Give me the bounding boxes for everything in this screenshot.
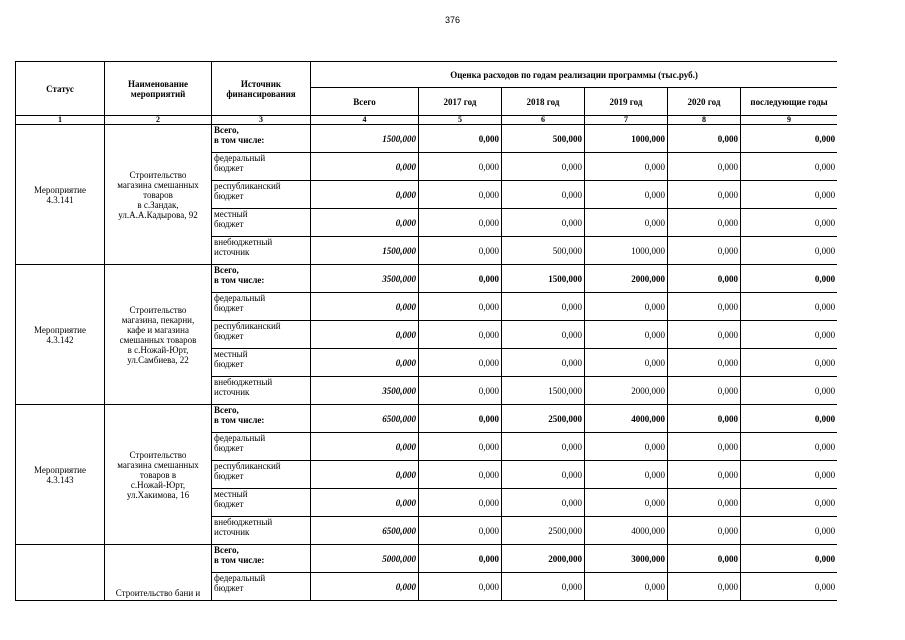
amount-cell: 0,000	[741, 125, 838, 153]
amount-cell: 0,000	[419, 209, 502, 237]
header-source: Источник финансирования	[212, 62, 311, 116]
funding-source: федеральный бюджет	[212, 293, 311, 321]
funding-source: республиканский бюджет	[212, 181, 311, 209]
table-body	[16, 125, 838, 601]
amount-cell: 0,000	[502, 489, 585, 517]
amount-cell: 0,000	[502, 349, 585, 377]
amount-cell: 0,000	[668, 377, 741, 405]
funding-source: республиканский бюджет	[212, 461, 311, 489]
funding-source: внебюджетный источник	[212, 237, 311, 265]
amount-cell: 4000,000	[585, 517, 668, 545]
amount-cell: 0,000	[585, 321, 668, 349]
amount-cell: 0,000	[741, 405, 838, 433]
amount-cell: 0,000	[502, 461, 585, 489]
amount-cell: 0,000	[741, 293, 838, 321]
col-number: 6	[502, 116, 585, 125]
amount-cell: 0,000	[419, 573, 502, 601]
amount-cell: 0,000	[668, 573, 741, 601]
amount-cell: 0,000	[502, 293, 585, 321]
amount-cell: 0,000	[668, 237, 741, 265]
amount-cell: 1500,000	[502, 377, 585, 405]
amount-cell: 0,000	[419, 377, 502, 405]
col-number: 4	[311, 116, 419, 125]
amount-cell: 0,000	[668, 517, 741, 545]
amount-cell: 0,000	[419, 237, 502, 265]
col-number: 8	[668, 116, 741, 125]
amount-cell: 0,000	[502, 573, 585, 601]
funding-source: местный бюджет	[212, 209, 311, 237]
amount-cell: 0,000	[585, 293, 668, 321]
funding-source: местный бюджет	[212, 489, 311, 517]
amount-cell: 4000,000	[585, 405, 668, 433]
amount-total: 1500,000	[311, 237, 419, 265]
measure-name: Строительство магазина, пекарни, кафе и магазина смешанных товаров в с.Ножай-Юрт, ул.Самбиева, 22	[105, 265, 212, 405]
amount-cell: 0,000	[741, 489, 838, 517]
amount-total: 1500,000	[311, 125, 419, 153]
amount-total: 0,000	[311, 433, 419, 461]
amount-cell: 0,000	[741, 461, 838, 489]
amount-cell: 0,000	[668, 461, 741, 489]
amount-cell: 0,000	[741, 237, 838, 265]
amount-cell: 0,000	[419, 265, 502, 293]
col-number: 3	[212, 116, 311, 125]
col-number: 9	[741, 116, 838, 125]
amount-cell: 0,000	[502, 209, 585, 237]
amount-cell: 0,000	[741, 573, 838, 601]
amount-cell: 0,000	[419, 293, 502, 321]
amount-total: 0,000	[311, 209, 419, 237]
amount-total: 0,000	[311, 349, 419, 377]
table-row	[16, 545, 838, 573]
table-container	[15, 61, 837, 604]
col-number: 1	[16, 116, 105, 125]
header-year-later: последующие годы	[741, 88, 838, 116]
measure-status: Мероприятие 4.3.142	[16, 265, 105, 405]
amount-cell: 0,000	[419, 321, 502, 349]
col-number: 7	[585, 116, 668, 125]
amount-cell: 0,000	[419, 517, 502, 545]
amount-cell: 1000,000	[585, 237, 668, 265]
measure-status: Мероприятие 4.3.143	[16, 405, 105, 545]
funding-source: федеральный бюджет	[212, 573, 311, 601]
funding-source: Всего, в том числе:	[212, 125, 311, 153]
amount-cell: 0,000	[585, 489, 668, 517]
header-estimate: Оценка расходов по годам реализации программы (тыс.руб.)	[311, 62, 838, 88]
amount-cell: 0,000	[502, 433, 585, 461]
amount-cell: 0,000	[419, 545, 502, 573]
table-row	[16, 265, 838, 293]
amount-cell: 0,000	[419, 181, 502, 209]
amount-cell: 0,000	[585, 153, 668, 181]
funding-source: федеральный бюджет	[212, 433, 311, 461]
amount-total: 6500,000	[311, 517, 419, 545]
amount-cell: 0,000	[585, 461, 668, 489]
amount-cell: 0,000	[668, 209, 741, 237]
budget-table	[15, 61, 837, 601]
funding-source: внебюджетный источник	[212, 377, 311, 405]
funding-source: Всего, в том числе:	[212, 545, 311, 573]
amount-cell: 2000,000	[585, 265, 668, 293]
amount-cell: 0,000	[419, 405, 502, 433]
col-number: 5	[419, 116, 502, 125]
header-year-2019: 2019 год	[585, 88, 668, 116]
amount-cell: 0,000	[419, 433, 502, 461]
amount-total: 0,000	[311, 489, 419, 517]
amount-cell: 0,000	[741, 321, 838, 349]
amount-cell: 2500,000	[502, 405, 585, 433]
amount-cell: 0,000	[741, 265, 838, 293]
amount-cell: 0,000	[502, 321, 585, 349]
amount-cell: 0,000	[668, 181, 741, 209]
amount-cell: 0,000	[668, 153, 741, 181]
table-row	[16, 405, 838, 433]
amount-cell: 0,000	[668, 545, 741, 573]
amount-cell: 500,000	[502, 125, 585, 153]
col-number: 2	[105, 116, 212, 125]
amount-cell: 0,000	[502, 181, 585, 209]
amount-total: 0,000	[311, 573, 419, 601]
measure-name: Строительство магазина смешанных товаров в с.Зандак, ул.А.А.Кадырова, 92	[105, 125, 212, 265]
amount-total: 6500,000	[311, 405, 419, 433]
amount-cell: 0,000	[741, 349, 838, 377]
amount-cell: 0,000	[668, 265, 741, 293]
amount-cell: 1000,000	[585, 125, 668, 153]
amount-cell: 0,000	[585, 181, 668, 209]
amount-cell: 0,000	[668, 125, 741, 153]
amount-cell: 2000,000	[585, 377, 668, 405]
header-year-total: Всего	[311, 88, 419, 116]
amount-total: 0,000	[311, 181, 419, 209]
measure-status	[16, 545, 105, 601]
measure-status: Мероприятие 4.3.141	[16, 125, 105, 265]
amount-total: 5000,000	[311, 545, 419, 573]
amount-cell: 500,000	[502, 237, 585, 265]
header-status: Статус	[16, 62, 105, 116]
amount-cell: 0,000	[419, 153, 502, 181]
amount-cell: 0,000	[419, 461, 502, 489]
amount-cell: 0,000	[741, 545, 838, 573]
amount-cell: 0,000	[741, 153, 838, 181]
amount-cell: 0,000	[585, 433, 668, 461]
funding-source: Всего, в том числе:	[212, 405, 311, 433]
page-number: 376	[444, 15, 461, 25]
amount-cell: 0,000	[585, 573, 668, 601]
amount-cell: 0,000	[585, 349, 668, 377]
amount-cell: 2500,000	[502, 517, 585, 545]
table-row	[16, 125, 838, 153]
amount-cell: 0,000	[419, 349, 502, 377]
amount-cell: 0,000	[741, 209, 838, 237]
amount-cell: 0,000	[585, 209, 668, 237]
funding-source: республиканский бюджет	[212, 321, 311, 349]
amount-total: 0,000	[311, 321, 419, 349]
amount-cell: 0,000	[668, 405, 741, 433]
amount-total: 0,000	[311, 153, 419, 181]
amount-cell: 0,000	[419, 125, 502, 153]
amount-cell: 0,000	[419, 489, 502, 517]
funding-source: местный бюджет	[212, 349, 311, 377]
amount-cell: 0,000	[668, 321, 741, 349]
amount-cell: 0,000	[741, 377, 838, 405]
header-year-2020: 2020 год	[668, 88, 741, 116]
amount-cell: 0,000	[741, 517, 838, 545]
amount-cell: 0,000	[741, 433, 838, 461]
amount-cell: 0,000	[668, 489, 741, 517]
amount-total: 3500,000	[311, 265, 419, 293]
amount-cell: 2000,000	[502, 545, 585, 573]
amount-cell: 0,000	[668, 433, 741, 461]
amount-total: 0,000	[311, 461, 419, 489]
funding-source: Всего, в том числе:	[212, 265, 311, 293]
amount-cell: 3000,000	[585, 545, 668, 573]
header-name: Наименование мероприятий	[105, 62, 212, 116]
measure-name: Строительство магазина смешанных товаров в с.Ножай-Юрт, ул.Хакимова, 16	[105, 405, 212, 545]
funding-source: внебюджетный источник	[212, 517, 311, 545]
amount-cell: 0,000	[668, 293, 741, 321]
amount-cell: 1500,000	[502, 265, 585, 293]
amount-cell: 0,000	[741, 181, 838, 209]
amount-cell: 0,000	[668, 349, 741, 377]
header-year-2017: 2017 год	[419, 88, 502, 116]
amount-total: 0,000	[311, 293, 419, 321]
amount-cell: 0,000	[502, 153, 585, 181]
funding-source: федеральный бюджет	[212, 153, 311, 181]
measure-name: Строительство бани и	[105, 545, 212, 601]
amount-total: 3500,000	[311, 377, 419, 405]
header-year-2018: 2018 год	[502, 88, 585, 116]
